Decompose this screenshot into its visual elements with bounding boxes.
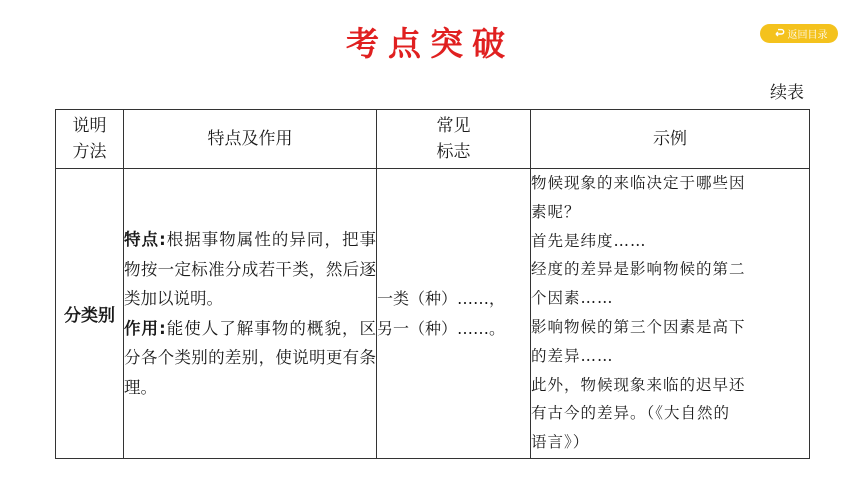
example-line: 首先是纬度…… bbox=[531, 231, 647, 250]
example-line: 此外，物候现象来临的迟早还 bbox=[531, 375, 746, 394]
feature-label: 特点 bbox=[124, 230, 160, 249]
example-cell bbox=[531, 169, 810, 459]
header-signs: 常见 标志 bbox=[377, 110, 531, 169]
example-line: 个因素…… bbox=[531, 289, 614, 308]
example-line: 影响物候的第三个因素是高下 bbox=[531, 317, 746, 336]
signs-cell bbox=[377, 169, 531, 459]
page-title: 考点突破 bbox=[346, 24, 514, 63]
example-line: 的差异…… bbox=[531, 346, 614, 365]
features-cell: 特点:根据事物属性的异同，把事物按一定标准分成若干类，然后逐类加以说明。 作用:能使人了解事物的概貌，区分各个类别的差别，使说明更有条理。 bbox=[124, 169, 377, 459]
example-line: 素呢？ bbox=[531, 202, 581, 221]
continued-label: 续表 bbox=[770, 83, 804, 103]
sign-line: 另一（种）……。 bbox=[377, 318, 506, 338]
back-button-label: 返回目录 bbox=[787, 30, 828, 41]
example-line: 物候现象的来临决定于哪些因 bbox=[531, 174, 746, 192]
table-header-row bbox=[56, 110, 810, 169]
table-row bbox=[56, 169, 810, 459]
example-line: 语言》） bbox=[531, 433, 590, 452]
sign-line: 一类（种）……， bbox=[377, 288, 506, 308]
use-text: 能使人了解事物的概貌，区分各个类别的差别，使说明更有条理。 bbox=[124, 318, 377, 397]
explanation-methods-table bbox=[55, 109, 810, 459]
use-label: 作用 bbox=[124, 318, 160, 338]
header-example: 示例 bbox=[531, 110, 810, 169]
back-to-contents-button[interactable] bbox=[760, 24, 838, 43]
example-line: 经度的差异是影响物候的第二 bbox=[531, 260, 746, 279]
feature-text: 根据事物属性的异同，把事物按一定标准分成若干类，然后逐类加以说明。 bbox=[124, 230, 377, 308]
example-line: 有古今的差异。（《大自然的 bbox=[531, 404, 731, 423]
header-features: 特点及作用 bbox=[124, 110, 377, 169]
method-cell: 分类别 bbox=[56, 169, 124, 459]
header-method: 说明 方法 bbox=[56, 110, 124, 169]
return-arrow-icon bbox=[773, 28, 785, 40]
